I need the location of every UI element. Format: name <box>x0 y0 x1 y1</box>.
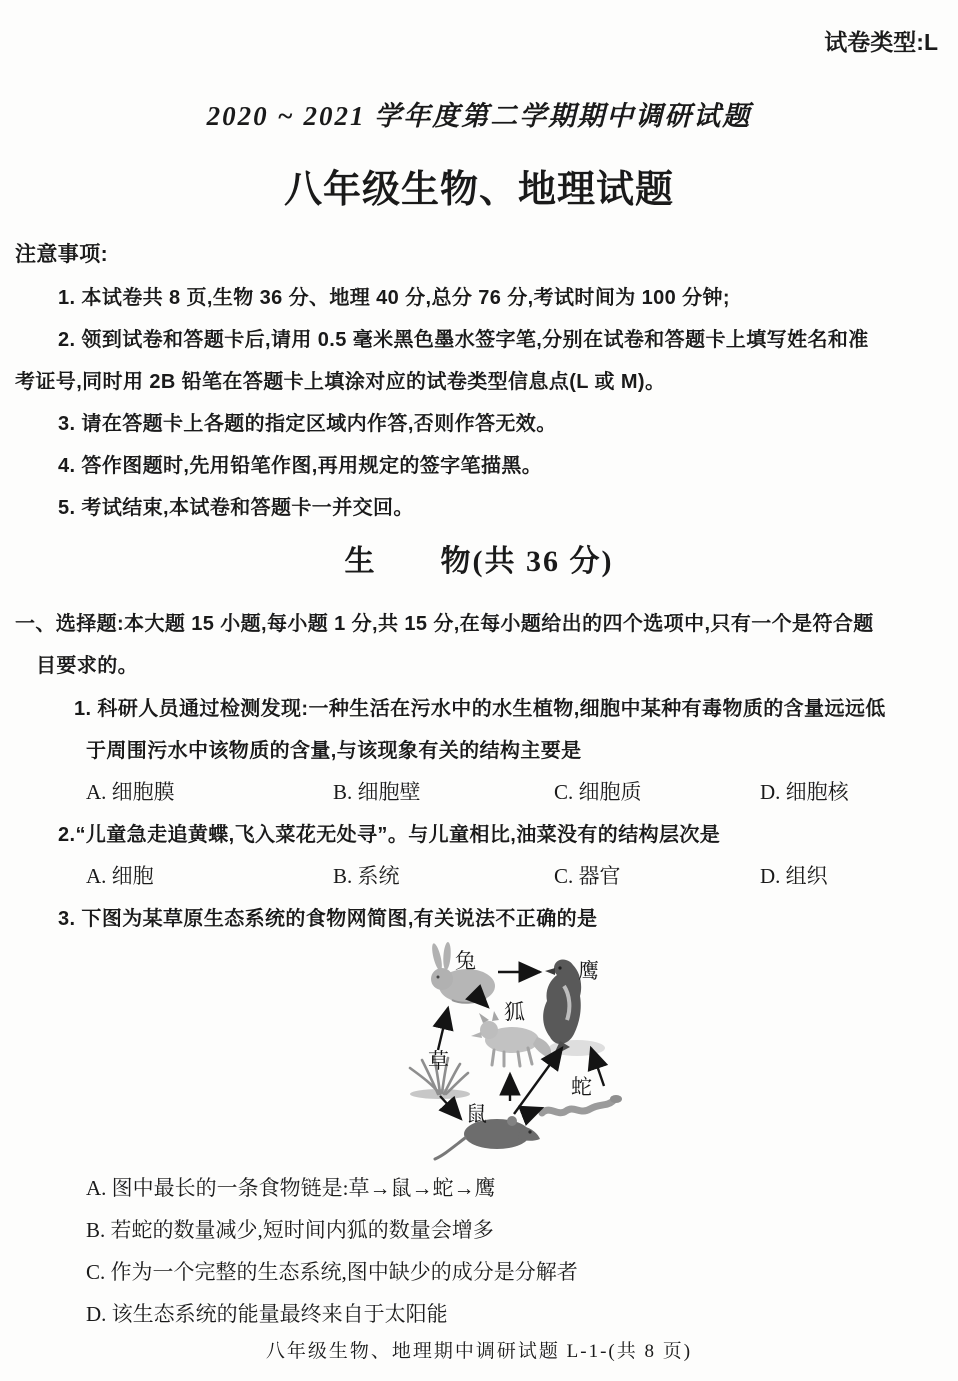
question-1-option-d: D. 细胞核 <box>760 780 849 804</box>
arrow-grass-to-rabbit <box>438 1008 448 1050</box>
arrow-grass-to-mouse <box>440 1096 461 1119</box>
question-3-stem: 3. 下图为某草原生态系统的食物网简图,有关说法不正确的是 <box>58 908 598 930</box>
question-1-option-c: C. 细胞质 <box>554 780 642 804</box>
notice-line-4: 4. 答作图题时,先用铅笔作图,再用规定的签字笔描黑。 <box>58 455 543 477</box>
fox-label: 狐 <box>504 1000 525 1024</box>
biology-section-title: 生 物(共 36 分) <box>344 545 614 578</box>
notice-line-5: 5. 考试结束,本试卷和答题卡一并交回。 <box>58 497 414 519</box>
question-1-stem-line-2: 于周围污水中该物质的含量,与该现象有关的结构主要是 <box>86 740 582 762</box>
grass-label: 草 <box>428 1049 449 1073</box>
notice-line-3: 3. 请在答题卡上各题的指定区域内作答,否则作答无效。 <box>58 413 557 435</box>
question-3-option-c: C. 作为一个完整的生态系统,图中缺少的成分是分解者 <box>86 1260 578 1284</box>
question-1-option-b: B. 细胞壁 <box>333 780 421 804</box>
food-web-diagram <box>352 938 702 1166</box>
notice-heading: 注意事项: <box>15 243 108 266</box>
food-web-figure <box>352 938 702 1166</box>
arrow-snake-to-eagle <box>591 1048 604 1086</box>
question-2-option-d: D. 组织 <box>760 864 828 888</box>
exam-title: 八年级生物、地理试题 <box>283 169 674 211</box>
eagle-label: 鹰 <box>578 959 599 983</box>
question-2-option-b: B. 系统 <box>333 864 400 888</box>
snake-label: 蛇 <box>571 1075 592 1099</box>
notice-line-2: 2. 领到试卷和答题卡后,请用 0.5 毫米黑色墨水签字笔,分别在试卷和答题卡上填写姓名和准 <box>58 329 869 351</box>
paper-type-label: 试卷类型:L <box>824 29 938 55</box>
mcq-intro-line-2: 目要求的。 <box>36 655 138 677</box>
rabbit-label: 兔 <box>455 949 476 973</box>
question-2-option-a: A. 细胞 <box>86 864 154 888</box>
question-1-option-a: A. 细胞膜 <box>86 780 175 804</box>
page-footer: 八年级生物、地理期中调研试题 L-1-(共 8 页) <box>265 1341 693 1362</box>
question-3-option-a: A. 图中最长的一条食物链是:草→鼠→蛇→鹰 <box>86 1176 496 1200</box>
mouse-illustration <box>435 1116 540 1159</box>
arrow-mouse-to-eagle <box>514 1048 562 1114</box>
question-2-option-c: C. 器官 <box>554 864 621 888</box>
question-2-stem: 2.“儿童急走追黄蝶,飞入菜花无处寻”。与儿童相比,油菜没有的结构层次是 <box>58 824 721 846</box>
notice-line-2-continued: 考证号,同时用 2B 铅笔在答题卡上填涂对应的试卷类型信息点(L 或 M)。 <box>15 371 666 393</box>
question-3-option-d: D. 该生态系统的能量最终来自于太阳能 <box>86 1302 448 1326</box>
question-1-stem-line-1: 1. 科研人员通过检测发现:一种生活在污水中的水生植物,细胞中某种有毒物质的含量远远低 <box>74 698 886 720</box>
notice-line-1: 1. 本试卷共 8 页,生物 36 分、地理 40 分,总分 76 分,考试时间为 100 分钟; <box>58 287 730 309</box>
question-3-option-b: B. 若蛇的数量减少,短时间内狐的数量会增多 <box>86 1218 494 1242</box>
mcq-intro-line-1: 一、选择题:本大题 15 小题,每小题 1 分,共 15 分,在每小题给出的四个选项中,只有一个是符合题 <box>15 613 874 635</box>
exam-session-subtitle: 2020 ~ 2021 学年度第二学期期中调研试题 <box>206 101 752 131</box>
mouse-label: 鼠 <box>466 1102 487 1126</box>
